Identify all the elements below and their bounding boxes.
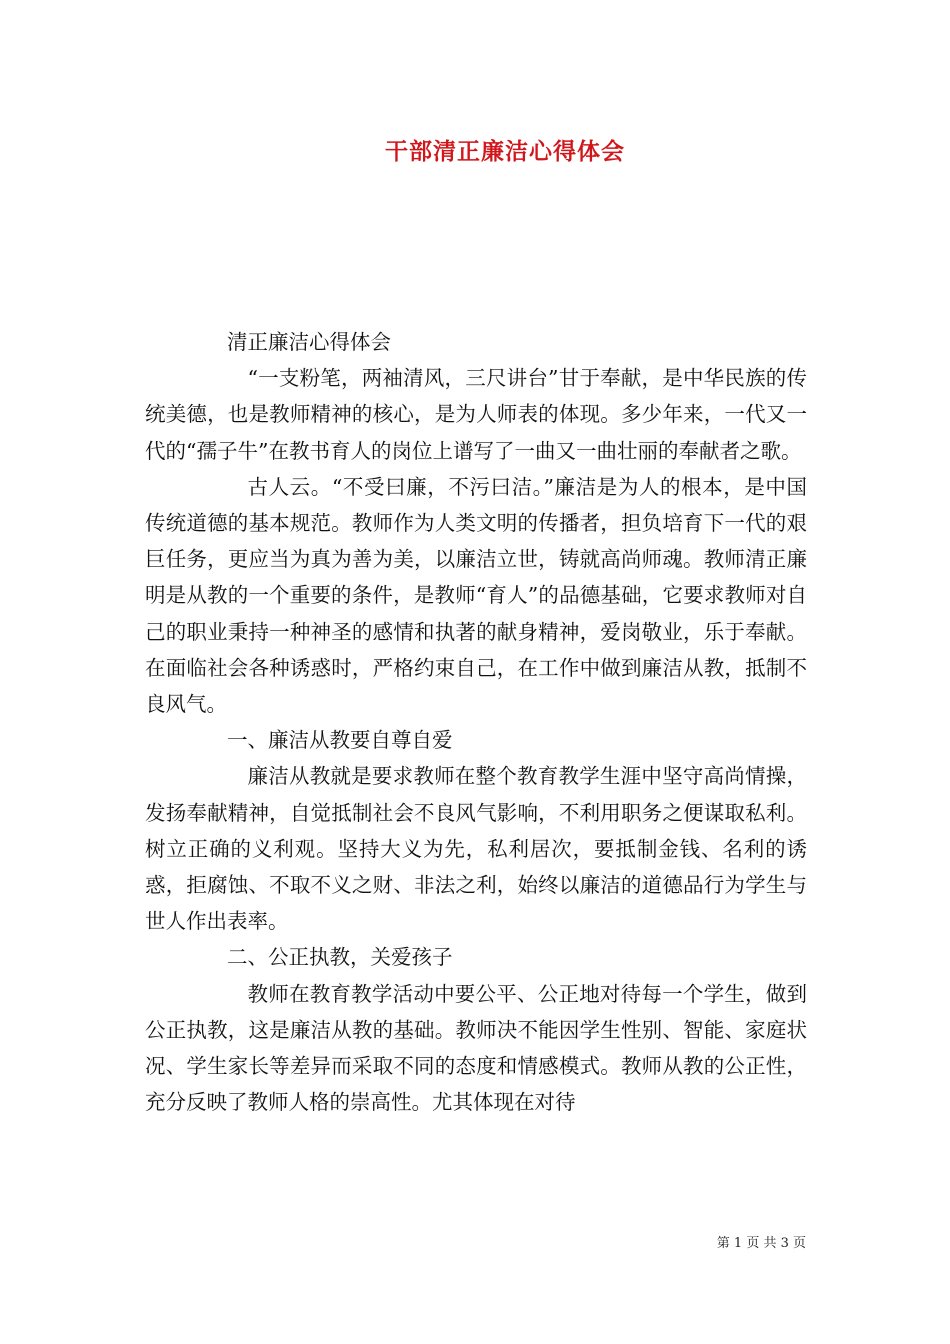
page-footer: 第 1 页 共 3 页 <box>716 1236 806 1251</box>
document-body <box>145 324 807 1120</box>
document-title: 干部清正廉洁心得体会 <box>385 138 625 165</box>
paragraph-intro: “一支粉笔，两袖清风，三尺讲台”甘于奉献，是中华民族的传统美德，也是教师精神的核心，是为人师表的体现。多少年来，一代又一代的“孺子牛”在教书育人的岗位上谱写了一曲又一曲壮丽的奉献者之歌。 <box>145 366 807 463</box>
paragraph-ancient-saying: 古人云。“不受曰廉，不污曰洁。”廉洁是为人的根本，是中国传统道德的基本规范。教师作为人类文明的传播者，担负培育下一代的艰巨任务，更应当为真为善为美，以廉洁立世，铸就高尚师魂。教师清正廉明是从教的一个重要的条件，是教师“育人”的品德基础，它要求教师对自己的职业秉持一种神圣的感情和执著的献身精神，爱岗敬业，乐于奉献。在面临社会各种诱惑时，严格约束自己，在工作中做到廉洁从教，抵制不良风气。 <box>145 474 807 717</box>
section-heading-2: 二、公正执教，关爱孩子 <box>227 945 453 970</box>
section-heading-1: 一、廉洁从教要自尊自爱 <box>227 728 453 753</box>
document-subtitle: 清正廉洁心得体会 <box>227 330 391 354</box>
section-text-1: 廉洁从教就是要求教师在整个教育教学生涯中坚守高尚情操，发扬奉献精神，自觉抵制社会不良风气影响，不利用职务之便谋取私利。树立正确的义利观。坚持大义为先，私利居次，要抵制金钱、名利的诱惑，拒腐蚀、不取不义之财、非法之利，始终以廉洁的道德品行为学生与世人作出表率。 <box>145 764 807 934</box>
section-text-2: 教师在教育教学活动中要公平、公正地对待每一个学生，做到公正执教，这是廉洁从教的基础。教师决不能因学生性别、智能、家庭状况、学生家长等差异而采取不同的态度和情感模式。教师从教的公正性，充分反映了教师人格的崇高性。尤其体现在对待 <box>145 981 807 1115</box>
